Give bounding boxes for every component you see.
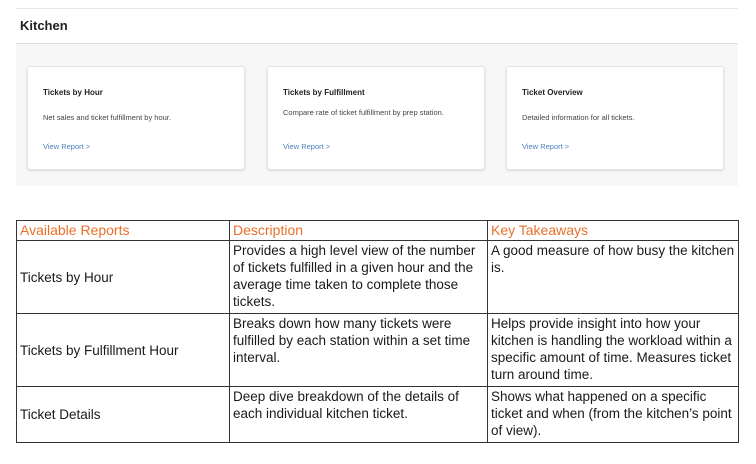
takeaway-cell: A good measure of how busy the kitchen is. xyxy=(488,241,739,314)
view-report-link[interactable]: View Report > xyxy=(283,142,331,151)
kitchen-reports-panel xyxy=(16,8,738,186)
card-description: Compare rate of ticket fulfillment by prep station. xyxy=(283,108,444,117)
takeaway-cell: Helps provide insight into how your kitchen is handling the workload within a specific amount of time. Measures ticket turn around time. xyxy=(488,314,739,387)
report-card-tickets-by-hour[interactable] xyxy=(27,66,245,170)
report-card-ticket-overview[interactable] xyxy=(506,66,724,170)
table-header-row xyxy=(17,221,739,241)
column-header-available-reports: Available Reports xyxy=(17,221,230,241)
card-title: Ticket Overview xyxy=(522,88,583,97)
card-description: Net sales and ticket fulfillment by hour. xyxy=(43,113,171,122)
takeaway-cell: Shows what happened on a specific ticket and when (from the kitchen’s point of view). xyxy=(488,387,739,443)
description-cell: Deep dive breakdown of the details of each individual kitchen ticket. xyxy=(230,387,488,443)
description-cell: Breaks down how many tickets were fulfilled by each station within a set time interval. xyxy=(230,314,488,387)
table-row xyxy=(17,241,739,314)
report-name-cell: Tickets by Fulfillment Hour xyxy=(17,314,230,387)
section-title: Kitchen xyxy=(20,18,68,33)
report-card-tickets-by-fulfillment[interactable] xyxy=(267,66,485,170)
view-report-link[interactable]: View Report > xyxy=(43,142,91,151)
report-name-cell: Tickets by Hour xyxy=(17,241,230,314)
report-name-cell: Ticket Details xyxy=(17,387,230,443)
column-header-key-takeaways: Key Takeaways xyxy=(488,221,739,241)
description-cell: Provides a high level view of the number of tickets fulfilled in a given hour and the average time taken to complete those tickets. xyxy=(230,241,488,314)
card-description: Detailed information for all tickets. xyxy=(522,113,635,122)
view-report-link[interactable]: View Report > xyxy=(522,142,570,151)
table-row xyxy=(17,314,739,387)
column-header-description: Description xyxy=(230,221,488,241)
section-header xyxy=(16,8,738,44)
table-row xyxy=(17,387,739,443)
available-reports-table xyxy=(16,220,739,443)
card-title: Tickets by Fulfillment xyxy=(283,88,365,97)
card-title: Tickets by Hour xyxy=(43,88,103,97)
